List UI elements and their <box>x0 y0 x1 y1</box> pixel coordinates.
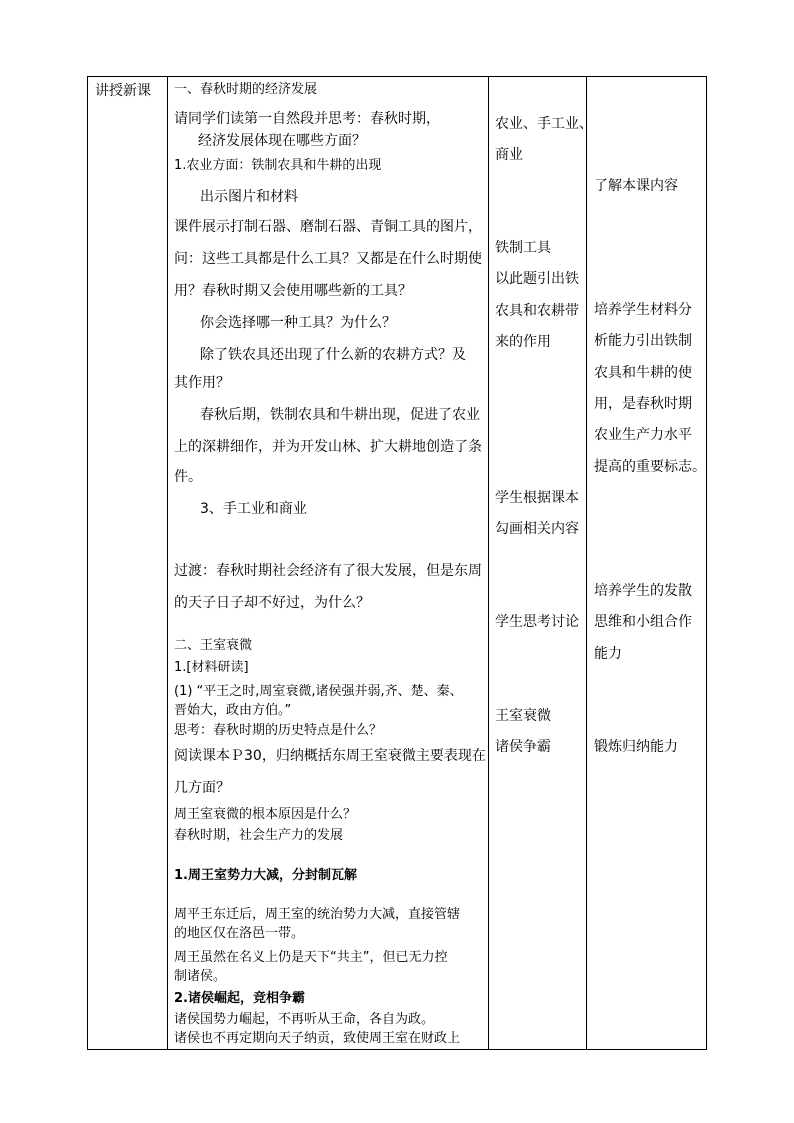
content-line: 的地区仅在洛邑一带。 <box>174 926 305 941</box>
activity-line: 铁制工具 <box>495 240 551 256</box>
activity-line: 王室衰微 <box>495 708 551 724</box>
content-line: 请同学们读第一自然段并思考：春秋时期， <box>174 111 440 127</box>
section-heading: 3、手工业和商业 <box>200 501 307 517</box>
content-line: 件。 <box>174 469 202 485</box>
content-line: 你会选择哪一种工具？为什么？ <box>200 315 396 331</box>
intent-line: 用，是春秋时期 <box>594 396 692 412</box>
activity-line: 勾画相关内容 <box>495 521 579 537</box>
content-line: 1.农业方面：铁制农具和牛耕的出现 <box>174 158 382 173</box>
activity-line: 学生根据课本 <box>495 490 579 506</box>
content-line: 上的深耕细作，并为开发山林、扩大耕地创造了条 <box>174 439 482 455</box>
content-line: 诸侯也不再定期向天子纳贡，致使周王室在财政上 <box>174 1031 461 1046</box>
activity-line: 学生思考讨论 <box>495 614 579 630</box>
content-line: 除了铁农具还出现了什么新的农耕方式？及 <box>200 347 466 363</box>
intent-line: 析能力引出铁制 <box>594 333 692 349</box>
activity-line: 诸侯争霸 <box>495 739 551 755</box>
column-divider <box>488 77 489 1049</box>
stage-label: 讲授新课 <box>95 83 151 99</box>
intent-line: 培养学生的发散 <box>594 583 692 599</box>
activity-line: 以此题引出铁 <box>495 271 579 287</box>
content-line: 春秋时期，社会生产力的发展 <box>174 828 344 843</box>
activity-line: 商业 <box>495 147 523 163</box>
activity-line: 来的作用 <box>495 334 551 350</box>
intent-line: 思维和小组合作 <box>594 614 692 630</box>
content-line: 出示图片和材料 <box>200 189 298 205</box>
subheading: 2.诸侯崛起，竞相争霸 <box>174 991 305 1006</box>
content-line: 周王室衰微的根本原因是什么？ <box>174 807 357 822</box>
section-heading: 二、王室衰微 <box>174 638 253 653</box>
intent-line: 培养学生材料分 <box>594 302 692 318</box>
intent-line: 农具和牛耕的使 <box>594 365 692 381</box>
content-line: 问：这些工具都是什么工具？又都是在什么时期使 <box>174 251 482 267</box>
column-divider <box>167 77 168 1049</box>
content-line: 周平王东迁后，周王室的统治势力大减，直接管辖 <box>174 907 461 922</box>
subheading: 1.周王室势力大减，分封制瓦解 <box>174 868 357 883</box>
activity-line: 农具和农耕带 <box>495 303 579 319</box>
content-line: 经济发展体现在哪些方面？ <box>198 133 366 149</box>
intent-line: 了解本课内容 <box>594 178 678 194</box>
content-line: 周王虽然在名义上仍是天下“共主”，但已无力控 <box>174 950 448 965</box>
content-line: 诸侯国势力崛起，不再听从王命，各自为政。 <box>174 1012 435 1027</box>
activity-line: 农业、手工业、 <box>495 116 593 132</box>
content-line: 思考：春秋时期的历史特点是什么？ <box>174 723 383 738</box>
content-line: 1.[材料研读] <box>174 660 249 675</box>
section-heading: 一、春秋时期的经济发展 <box>174 82 318 97</box>
content-line: 几方面？ <box>174 780 230 796</box>
intent-line: 锻炼归纳能力 <box>594 739 678 755</box>
content-line: 用？春秋时期又会使用哪些新的工具？ <box>174 283 412 299</box>
content-line: (1) “平王之时,周室衰微,诸侯强并弱,齐、楚、秦、 <box>174 684 463 699</box>
content-line: 的天子日子却不好过，为什么？ <box>174 595 370 611</box>
intent-line: 能力 <box>594 646 622 662</box>
content-line: 其作用？ <box>174 375 230 391</box>
content-line: 课件展示打制石器、磨制石器、青铜工具的图片， <box>174 219 482 235</box>
content-line: 制诸侯。 <box>174 969 227 984</box>
column-divider <box>586 77 587 1049</box>
content-line: 春秋后期，铁制农具和牛耕出现，促进了农业 <box>200 407 480 423</box>
intent-line: 农业生产力水平 <box>594 427 692 443</box>
intent-line: 提高的重要标志。 <box>594 459 706 475</box>
content-line: 阅读课本Ｐ30，归纳概括东周王室衰微主要表现在 <box>174 748 486 764</box>
content-line: 晋始大，政由方伯。” <box>174 703 292 718</box>
content-line: 过渡：春秋时期社会经济有了很大发展，但是东周 <box>174 563 482 579</box>
